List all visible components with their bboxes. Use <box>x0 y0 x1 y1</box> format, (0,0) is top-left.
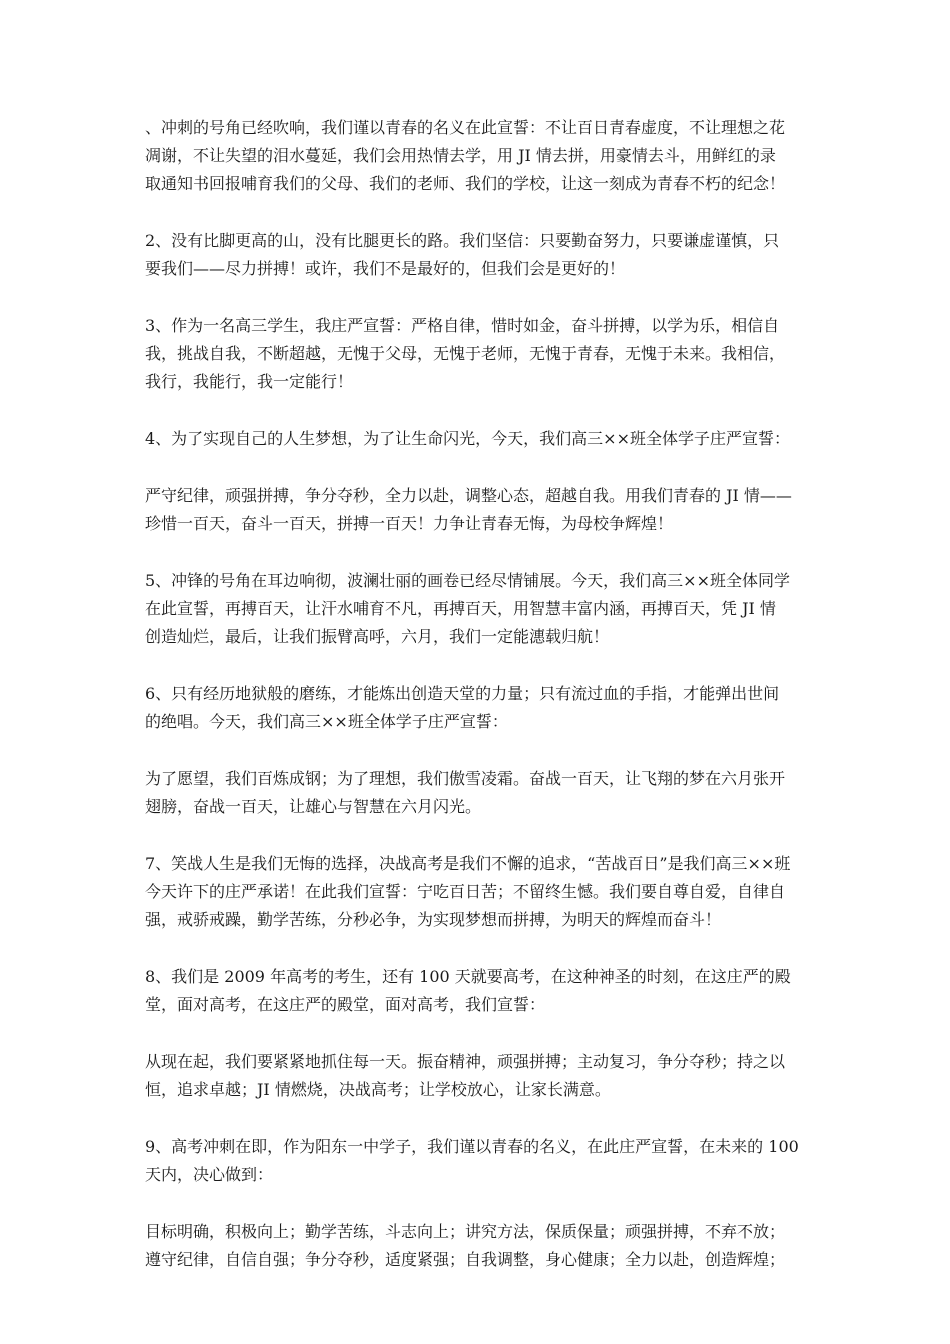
paragraph-4: 4、为了实现自己的人生梦想，为了让生命闪光，今天，我们高三××班全体学子庄严宣誓： <box>145 429 790 448</box>
paragraph-1: 、冲刺的号角已经吹响，我们谨以青春的名义在此宣誓：不让百日青春虚度，不让理想之花 凋谢，不让失望的泪水蔓延，我们会用热情去学，用 JI 情去拼，用豪情去斗，用鲜红的录 取通知书回报哺育我们的父母、我们的老师、我们的学校，让这一刻成为青春不朽的纪念！ <box>145 118 786 193</box>
paragraph-7: 6、只有经历地狱般的磨练，才能炼出创造天堂的力量；只有流过血的手指，才能弹出世间 的绝唱。今天，我们高三××班全体学子庄严宣誓： <box>145 684 780 731</box>
paragraph-11: 从现在起，我们要紧紧地抓住每一天。振奋精神，顽强拼搏；主动复习，争分夺秒；持之以 恒，追求卓越；JI 情燃烧，决战高考；让学校放心，让家长满意。 <box>145 1052 786 1099</box>
paragraph-10: 8、我们是 2009 年高考的考生，还有 100 天就要高考，在这种神圣的时刻，在这庄严的殿 堂，面对高考，在这庄严的殿堂，面对高考，我们宣誓： <box>145 967 791 1014</box>
paragraph-6: 5、冲锋的号角在耳边响彻，波澜壮丽的画卷已经尽情铺展。今天，我们高三××班全体同学 在此宣誓，再搏百天，让汗水哺育不凡，再搏百天，用智慧丰富内涵，再搏百天，凭 JI 情 创造灿烂，最后，让我们振臂高呼，六月，我们一定能潓载归航！ <box>145 571 790 646</box>
document-body <box>145 114 815 1303</box>
paragraph-13: 目标明确，积极向上；勤学苦练，斗志向上；讲究方法，保质保量；顽强拼搏，不弃不放； 遵守纪律，自信自强；争分夺秒，适度紧强；自我调整，身心健康；全力以赴，创造辉煌； <box>145 1222 786 1269</box>
paragraph-5: 严守纪律，顽强拼搏，争分夺秒，全力以赴，调整心态，超越自我。用我们青春的 JI 情—— 珍惜一百天，奋斗一百天，拼搏一百天！力争让青春无悔，为母校争辉煌！ <box>145 486 792 533</box>
paragraph-8: 为了愿望，我们百炼成钢；为了理想，我们傲雪凌霜。奋战一百天，让飞翔的梦在六月张开 翅膀，奋战一百天，让雄心与智慧在六月闪光。 <box>145 769 786 816</box>
paragraph-12: 9、高考冲刺在即，作为阳东一中学子，我们谨以青春的名义，在此庄严宣誓，在未来的 100 天内，决心做到： <box>145 1137 799 1184</box>
paragraph-2: 2、没有比脚更高的山，没有比腿更长的路。我们坚信：只要勤奋努力，只要谦虚谨慎，只 要我们——尽力拼搏！或许，我们不是最好的，但我们会是更好的！ <box>145 231 780 278</box>
paragraph-3: 3、作为一名高三学生，我庄严宣誓：严格自律，惜时如金，奋斗拼搏，以学为乐，相信自 我，挑战自我，不断超越，无愧于父母，无愧于老师，无愧于青春，无愧于未来。我相信， 我行，我能行，我一定能行！ <box>145 316 786 391</box>
paragraph-9: 7、笑战人生是我们无悔的选择，决战高考是我们不懈的追求，“苦战百日”是我们高三××班 今天许下的庄严承诺！在此我们宣誓：宁吃百日苦；不留终生憾。我们要自尊自爱，自律自 强，戒骄戒躁，勤学苦练，分秒必争，为实现梦想而拼搏，为明天的辉煌而奋斗！ <box>145 854 791 929</box>
